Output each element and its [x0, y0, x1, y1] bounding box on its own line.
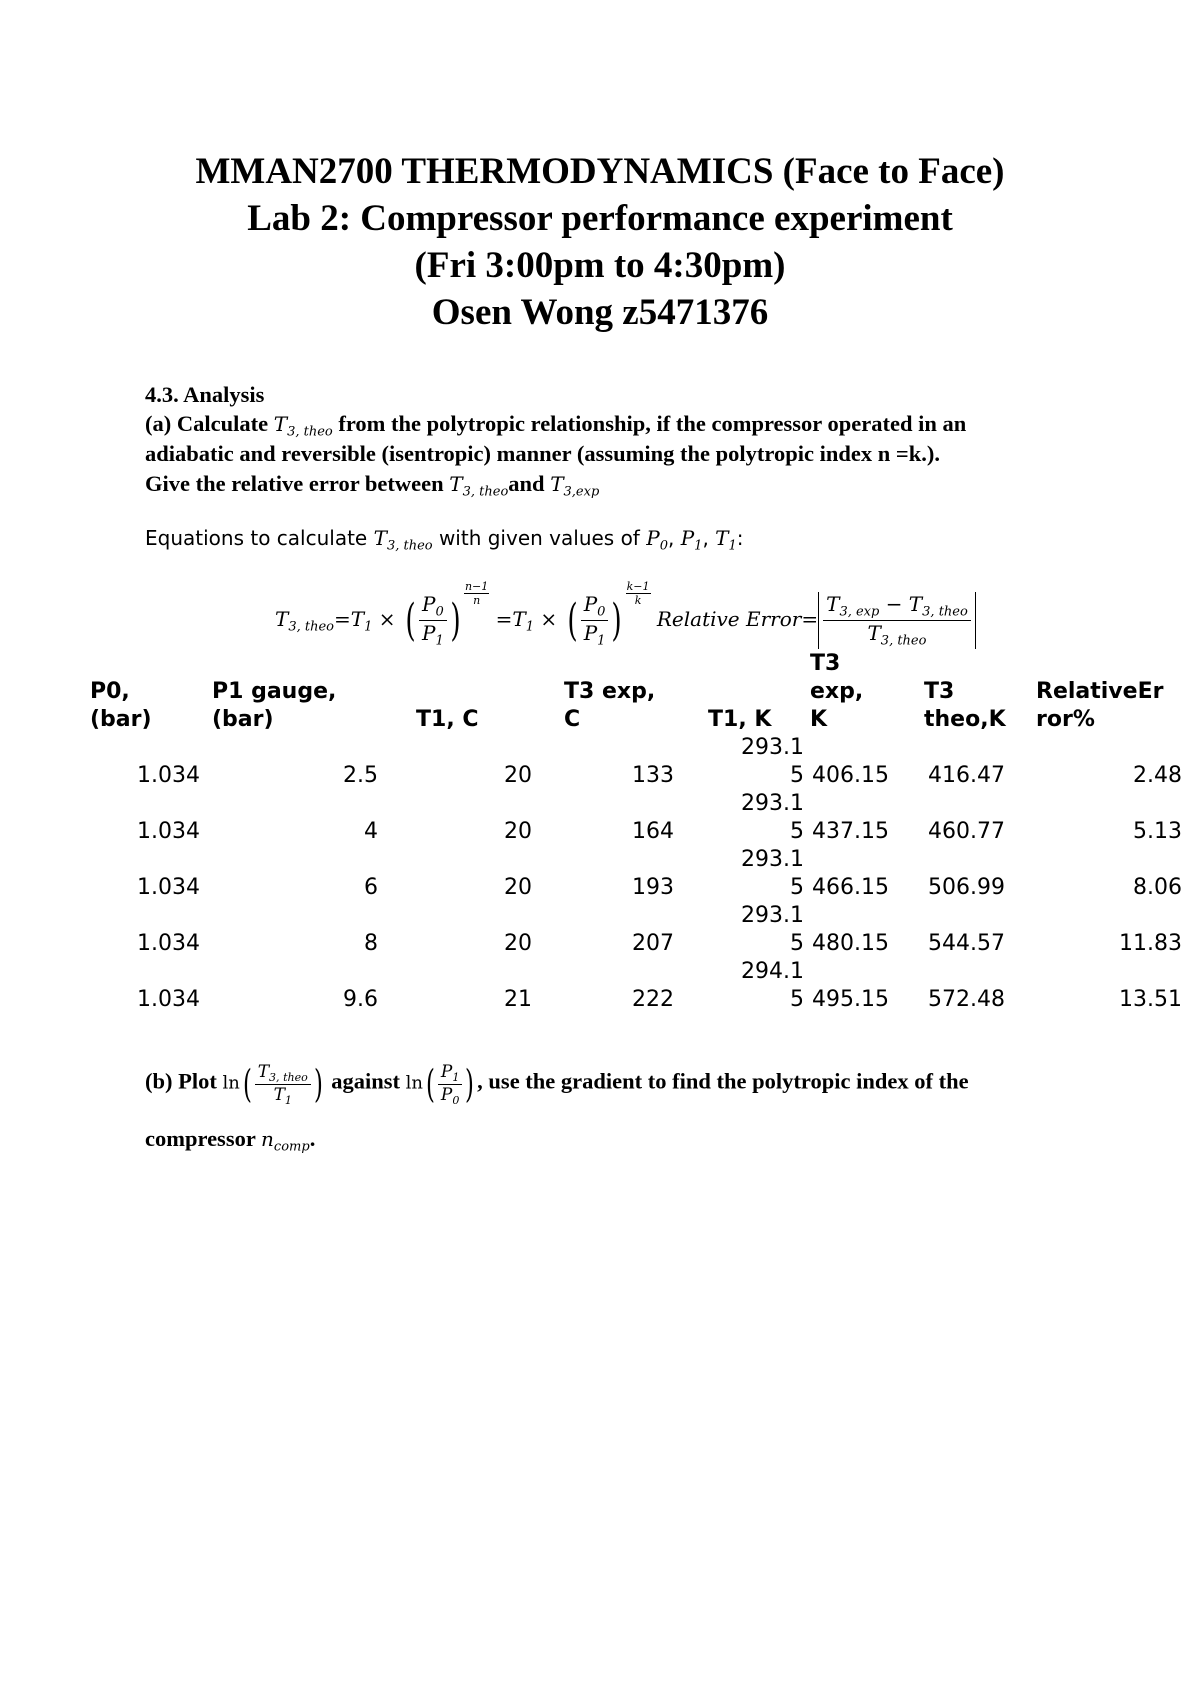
col-header-t3k: T3 exp, K [810, 651, 864, 732]
cell-p1: 6 [364, 875, 378, 900]
section-heading: 4.3. Analysis [145, 382, 265, 407]
cell-t3k: 466.15 [812, 875, 889, 900]
cell-t3c: 207 [632, 931, 674, 956]
cell-t1c: 20 [504, 763, 532, 788]
cell-t1k: 293.1 5 [741, 847, 804, 900]
cell-t1c: 21 [504, 987, 532, 1012]
col-header-t3theo: T3 theo,K [924, 679, 1006, 732]
cell-t3c: 193 [632, 875, 674, 900]
relative-error-label: Relative Error [656, 607, 802, 631]
cell-t3theo: 544.57 [928, 931, 1005, 956]
col-header-relerr: RelativeEr ror% [1036, 679, 1164, 732]
cell-relerr: 11.83 [1119, 931, 1182, 956]
cell-t1c: 20 [504, 875, 532, 900]
cell-p0: 1.034 [137, 987, 200, 1012]
col-header-p1: P1 gauge, (bar) [212, 679, 337, 732]
cell-t3k: 437.15 [812, 819, 889, 844]
results-table [90, 650, 1182, 1014]
table-row [90, 958, 1182, 1014]
symbol-t3theo: $T_{3, theo}$ [273, 412, 333, 440]
symbol-t3theo: $T_{3, theo}$ [449, 472, 509, 500]
table-row [90, 902, 1182, 958]
cell-relerr: 5.13 [1133, 819, 1182, 844]
cell-p1: 9.6 [343, 987, 378, 1012]
cell-p0: 1.034 [137, 819, 200, 844]
cell-t3c: 164 [632, 819, 674, 844]
cell-t1k: 293.1 5 [741, 735, 804, 788]
part-a-line3: Give the relative error between $T_{3, theo}and$ $T_{3,exp}$ [145, 471, 600, 500]
symbol-t3exp: $T_{3,exp}$ [550, 472, 600, 500]
part-b-line1: (b) Plot ln( $\frac{T_{3, theo}}{T_1}$ ) against ln( $\frac{P_1}{P_0}$ ) , use the gradient to find the polytropic index of the [145, 1061, 969, 1107]
title-author: Osen Wong z5471376 [431, 292, 769, 333]
col-header-t1c: T1, C [416, 707, 479, 732]
col-header-t1k: T1, K [708, 707, 772, 732]
document-title [0, 148, 1200, 336]
cell-t3theo: 416.47 [928, 763, 1005, 788]
col-header-p0: P0, (bar) [90, 679, 152, 732]
cell-t1c: 20 [504, 819, 532, 844]
table-row [90, 734, 1182, 790]
cell-t1c: 20 [504, 931, 532, 956]
title-session: (Fri 3:00pm to 4:30pm) [414, 245, 786, 286]
cell-t3k: 480.15 [812, 931, 889, 956]
cell-t1k: 293.1 5 [741, 903, 804, 956]
cell-t3c: 222 [632, 987, 674, 1012]
equations-intro: Equations to calculate $T_{3, theo}$ with given values of $P_0$, $P_1$, $T_1$: [145, 526, 744, 554]
cell-t3theo: 506.99 [928, 875, 1005, 900]
polytropic-equation: $T_{3, theo}=T_1$ × ( $\frac{P_0}{P_1}$ ) $\frac{n-1}{n}$ $=T_1$ × ( $\frac{P_0}{P_1}$ ) $\frac{k-1}{k}$ Relative Error= $\frac{T_{3, exp} - T_{3, theo}}{T_{3, theo}}$ [275, 580, 976, 649]
cell-relerr: 2.48 [1133, 763, 1182, 788]
part-a-line2: adiabatic and reversible (isentropic) manner (assuming the polytropic index n =k.). [145, 441, 940, 466]
cell-p0: 1.034 [137, 875, 200, 900]
cell-p0: 1.034 [137, 763, 200, 788]
cell-t3k: 406.15 [812, 763, 889, 788]
cell-t3theo: 572.48 [928, 987, 1005, 1012]
table-header-row [90, 650, 1182, 734]
cell-p1: 2.5 [343, 763, 378, 788]
cell-t3c: 133 [632, 763, 674, 788]
cell-relerr: 13.51 [1119, 987, 1182, 1012]
title-course: MMAN2700 THERMODYNAMICS (Face to Face) [195, 151, 1005, 192]
cell-t1k: 293.1 5 [741, 791, 804, 844]
part-a-line1: (a) Calculate $T_{3, theo}$ from the polytropic relationship, if the compressor operated in an [145, 411, 967, 440]
cell-t3theo: 460.77 [928, 819, 1005, 844]
cell-p0: 1.034 [137, 931, 200, 956]
table-row [90, 790, 1182, 846]
cell-p1: 8 [364, 931, 378, 956]
title-lab: Lab 2: Compressor performance experiment [247, 198, 953, 239]
part-b-line2: compressor $n_{comp}$. [145, 1126, 316, 1155]
cell-t3k: 495.15 [812, 987, 889, 1012]
cell-p1: 4 [364, 819, 378, 844]
col-header-t3c: T3 exp, C [564, 679, 656, 732]
cell-t1k: 294.1 5 [741, 959, 804, 1012]
cell-relerr: 8.06 [1133, 875, 1182, 900]
table-row [90, 846, 1182, 902]
